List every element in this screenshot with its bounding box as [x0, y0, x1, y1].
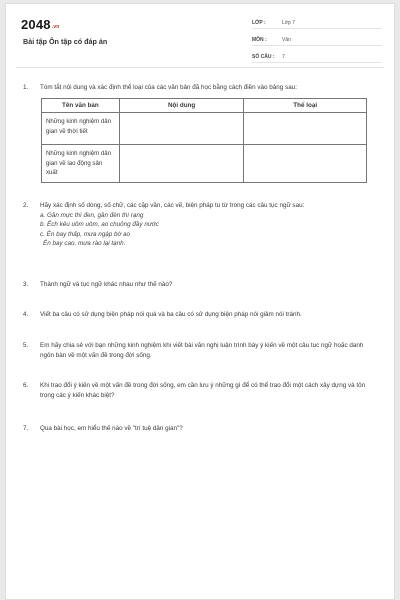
question-3 [23, 280, 373, 290]
table-row [42, 113, 367, 145]
proverb-item: a. Gần mực thì đen, gần đèn thì rạng [40, 211, 144, 219]
brand-tld: .vn [51, 24, 60, 30]
question-6 [23, 381, 373, 400]
table-cell: Những kinh nghiệm dân gian về thời tiết [42, 113, 120, 145]
question-2 [23, 201, 373, 249]
header-divider [16, 67, 384, 68]
brand-number: 2048 [21, 17, 51, 32]
table-cell-empty[interactable] [119, 113, 244, 145]
table-row [42, 145, 367, 183]
brand-logo[interactable] [21, 17, 60, 32]
question-text: Viết ba câu có sử dụng biện pháp nói quá và ba câu có sử dụng biện pháp nói giảm nói tránh. [40, 311, 302, 318]
question-text: Em hãy chia sẻ với bạn những kinh nghiệm khi viết bài văn nghị luận trình bày ý kiến về một câu tục ngữ hoặc danh ngôn bàn về một vấn đề trong đời sống. [40, 342, 364, 359]
question-number: 4. [23, 311, 29, 318]
question-text: Khi trao đổi ý kiến về một vấn đề trong đời sống, em cần lưu ý những gì để có thể trao đổi một cách xây dựng và tôn trọng các ý kiến khác biệt? [40, 382, 366, 399]
question-number: 6. [23, 382, 29, 389]
meta-class-row [252, 18, 382, 29]
table-header-row [42, 99, 367, 113]
question-text: Hãy xác định số dòng, số chữ, các cặp vần, các vế, biện pháp tu từ trong các câu tục ngữ sau: [40, 202, 305, 209]
table-header-cell: Nội dung [119, 99, 244, 113]
table-header-cell: Tên văn bản [42, 99, 120, 113]
question-1 [23, 83, 373, 93]
question-number: 5. [23, 342, 29, 349]
question-number: 7. [23, 425, 29, 432]
meta-info [252, 18, 382, 69]
question-number: 3. [23, 281, 29, 288]
question-7 [23, 424, 373, 434]
document-page [5, 3, 395, 600]
meta-count-label: SỐ CÂU : [252, 54, 275, 60]
meta-subject-row [252, 35, 382, 46]
question-5 [23, 341, 373, 360]
question-text: Tóm tắt nội dung và xác định thể loại của các văn bản đã học bằng cách điền vào bảng sau: [40, 84, 297, 91]
table-cell-empty[interactable] [119, 145, 244, 183]
meta-count-value: 7 [282, 54, 285, 60]
question-number: 2. [23, 202, 29, 209]
table-cell-empty[interactable] [244, 145, 367, 183]
proverb-item: Én bay cao, mưa rào lại tạnh. [43, 240, 126, 247]
document-title: Bài tập Ôn tập có đáp án [23, 37, 108, 46]
table-cell: Những kinh nghiệm dân gian về lao động sản xuất [42, 145, 120, 183]
question-text: Qua bài học, em hiểu thế nào về "trí tuệ dân gian"? [40, 425, 183, 432]
meta-class-label: LỚP : [252, 20, 266, 26]
question-number: 1. [23, 84, 29, 91]
question-text: Thành ngữ và tục ngữ khác nhau như thế nào? [40, 281, 173, 288]
proverb-item: b. Ếch kêu uôm uôm, ao chuông đầy nước [40, 221, 159, 228]
meta-subject-label: MÔN : [252, 37, 267, 43]
meta-class-value: Lớp 7 [282, 20, 296, 26]
table-header-cell: Thể loại [244, 99, 367, 113]
table-cell-empty[interactable] [244, 113, 367, 145]
question-4 [23, 310, 373, 320]
summary-table [41, 98, 367, 183]
proverb-item: c. Én bay thấp, mưa ngập bờ ao [40, 230, 131, 238]
meta-subject-value: Văn [282, 37, 291, 43]
meta-count-row [252, 52, 382, 63]
